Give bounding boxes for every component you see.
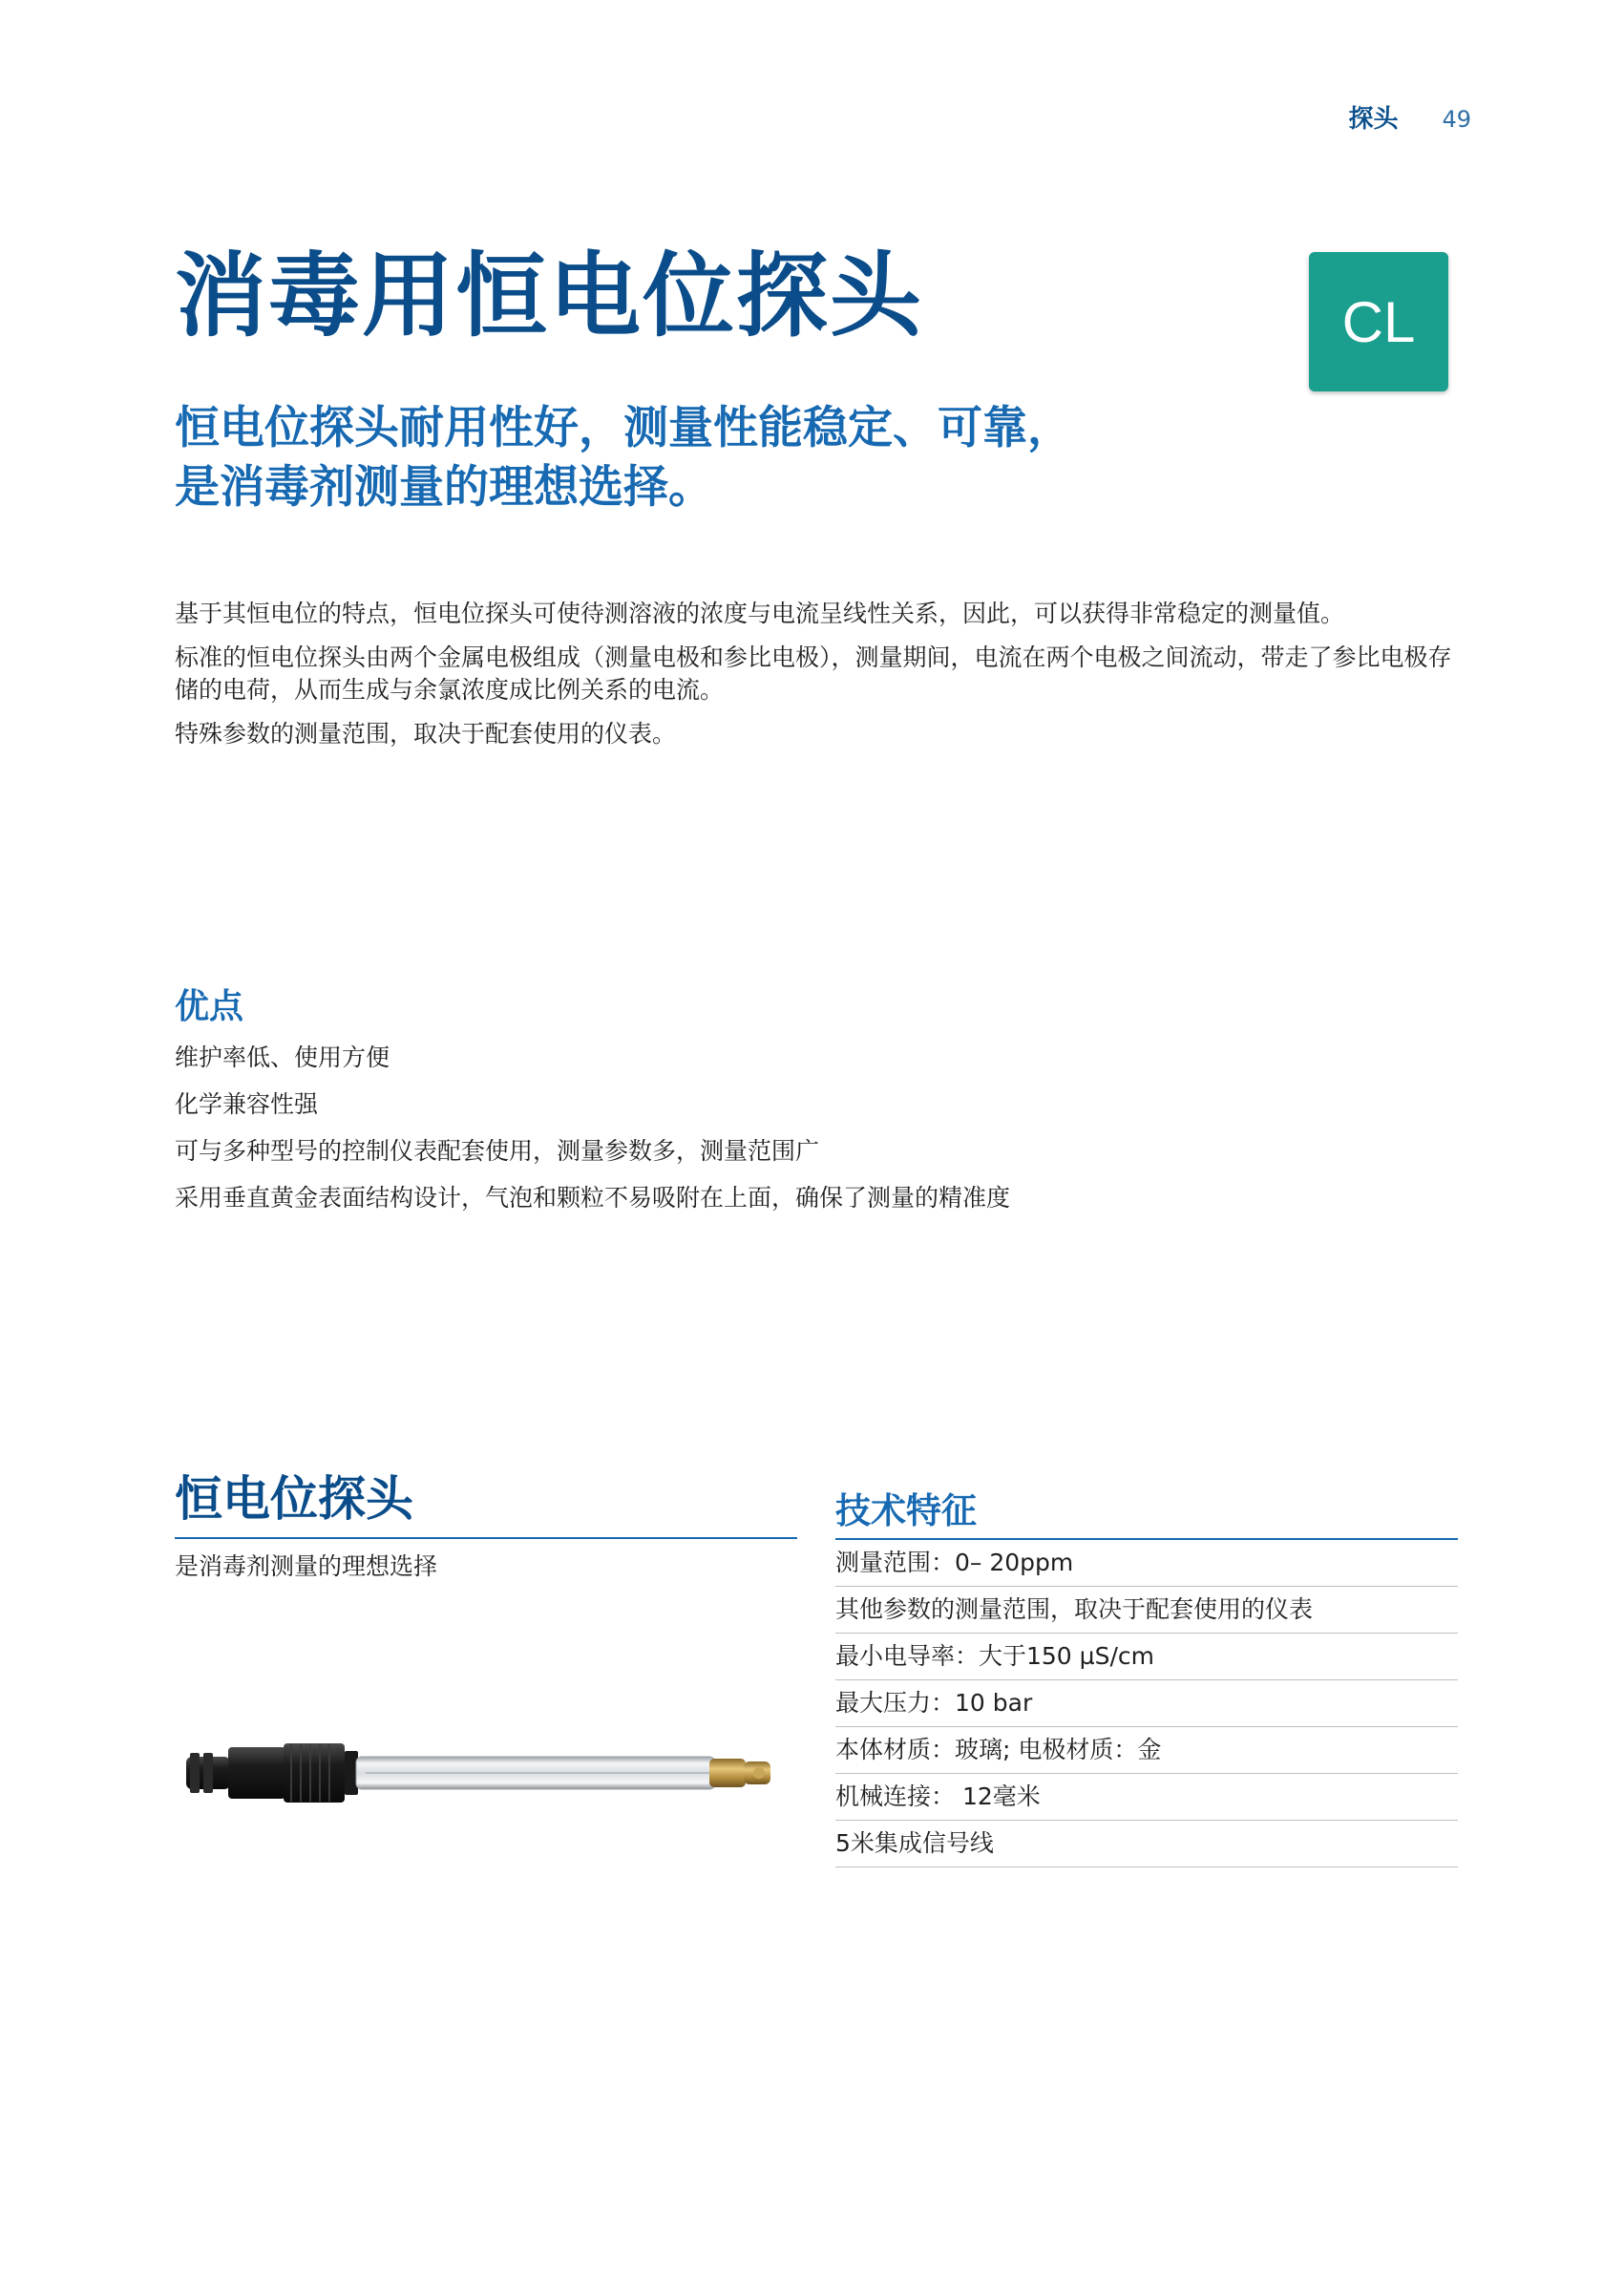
- page-title: 消毒用恒电位探头: [175, 243, 923, 349]
- page-header: [1348, 99, 1471, 135]
- subtitle-line-1: 恒电位探头耐用性好，测量性能稳定、可靠，: [175, 402, 1072, 454]
- spec-heading: 技术特征: [835, 1482, 1458, 1540]
- spec-item: 测量范围：0– 20ppm: [835, 1540, 1458, 1587]
- product-tagline: 是消毒剂测量的理想选择: [175, 1552, 438, 1580]
- spec-item: 本体材质：玻璃; 电极材质：金: [835, 1727, 1458, 1774]
- page-number: 49: [1442, 106, 1471, 133]
- advantage-item: 可与多种型号的控制仪表配套使用，测量参数多，测量范围广: [175, 1137, 820, 1165]
- spec-item: 机械连接： 12毫米: [835, 1774, 1458, 1821]
- intro-section: [175, 598, 1454, 762]
- subtitle-line-2: 是消毒剂测量的理想选择。: [175, 461, 713, 514]
- advantage-item: 化学兼容性强: [175, 1090, 319, 1118]
- spec-item: 最大压力：10 bar: [835, 1680, 1458, 1727]
- advantage-item: 采用垂直黄金表面结构设计，气泡和颗粒不易吸附在上面，确保了测量的精准度: [175, 1184, 1011, 1212]
- intro-paragraph: 特殊参数的测量范围，取决于配套使用的仪表。: [175, 720, 677, 748]
- spec-item: 最小电导率：大于150 µS/cm: [835, 1634, 1458, 1680]
- advantages-heading: 优点: [175, 987, 244, 1026]
- spec-item: 其他参数的测量范围，取决于配套使用的仪表: [835, 1587, 1458, 1634]
- advantage-item: 维护率低、使用方便: [175, 1044, 390, 1071]
- category-badge: CL: [1309, 252, 1448, 391]
- product-heading: 恒电位探头: [175, 1461, 797, 1539]
- spec-section: [835, 1482, 1458, 1867]
- page-subtitle: [175, 399, 1072, 517]
- product-section: [175, 1461, 797, 1583]
- spec-item: 5米集成信号线: [835, 1821, 1458, 1867]
- intro-paragraph: 标准的恒电位探头由两个金属电极组成（测量电极和参比电极），测量期间，电流在两个电极之间流动，带走了参比电极存储的电荷，从而生成与余氯浓度成比例关系的电流。: [175, 643, 1452, 704]
- spec-list: [835, 1540, 1458, 1867]
- intro-paragraph: 基于其恒电位的特点，恒电位探头可使待测溶液的浓度与电流呈线性关系，因此，可以获得非常稳定的测量值。: [175, 600, 1345, 627]
- probe-image: [175, 1719, 786, 1827]
- probe-illustration: [175, 1719, 786, 1824]
- advantages-section: [175, 980, 1454, 1229]
- advantages-list: [175, 1042, 1454, 1214]
- section-label: 探头: [1348, 105, 1399, 134]
